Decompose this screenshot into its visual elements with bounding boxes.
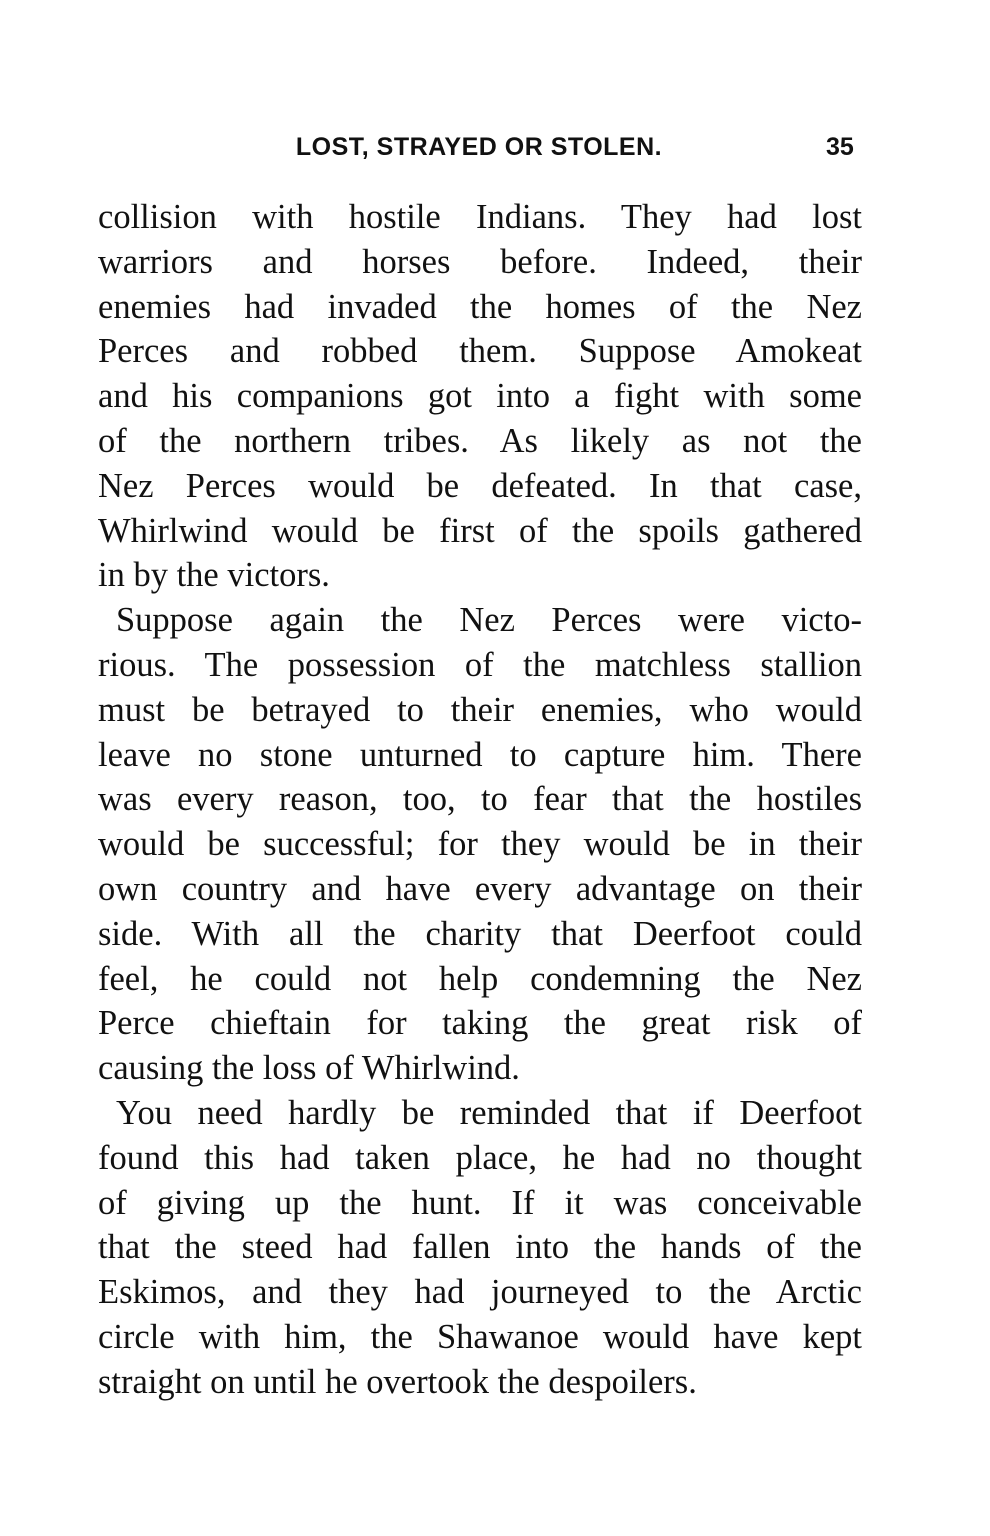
text-line: rious. The possession of the matchless stallion	[98, 645, 862, 684]
text-line: of giving up the hunt. If it was conceivable	[98, 1183, 862, 1222]
text-line: would be successful; for they would be in their	[98, 825, 862, 864]
text-line: Eskimos, and they had journeyed to the Arctic	[98, 1273, 862, 1312]
text-line: side. With all the charity that Deerfoot could	[98, 914, 862, 953]
text-line: was every reason, too, to fear that the hostiles	[98, 780, 862, 819]
text-line: You need hardly be reminded that if Deerfoot	[116, 1093, 862, 1132]
text-line: of the northern tribes. As likely as not the	[98, 421, 862, 460]
text-line: causing the loss of Whirlwind.	[98, 1049, 520, 1088]
running-title: LOST, STRAYED OR STOLEN.	[295, 133, 663, 161]
text-line: found this had taken place, he had no thought	[98, 1138, 862, 1177]
text-line: warriors and horses before. Indeed, their	[98, 242, 862, 281]
text-line: enemies had invaded the homes of the Nez	[98, 287, 862, 326]
text-line: Whirlwind would be first of the spoils gathered	[98, 511, 862, 550]
text-line: Perces and robbed them. Suppose Amokeat	[98, 332, 862, 371]
page-header	[0, 133, 990, 165]
text-line: in by the victors.	[98, 556, 330, 595]
text-line: and his companions got into a fight with some	[98, 377, 862, 416]
text-line: straight on until he overtook the despoilers.	[98, 1362, 697, 1401]
page-number: 35	[826, 133, 854, 161]
text-line: Perce chieftain for taking the great risk of	[98, 1004, 862, 1043]
body-text	[98, 195, 862, 1405]
text-line: circle with him, the Shawanoe would have kept	[98, 1317, 862, 1356]
text-line: Nez Perces would be defeated. In that case,	[98, 466, 862, 505]
text-line: must be betrayed to their enemies, who would	[98, 690, 862, 729]
text-line: own country and have every advantage on their	[98, 869, 862, 908]
text-line: Suppose again the Nez Perces were victo-	[116, 601, 862, 640]
text-line: that the steed had fallen into the hands of the	[98, 1228, 862, 1267]
text-line: leave no stone unturned to capture him. There	[98, 735, 862, 774]
text-line: feel, he could not help condemning the Nez	[98, 959, 862, 998]
text-line: collision with hostile Indians. They had lost	[98, 198, 862, 236]
